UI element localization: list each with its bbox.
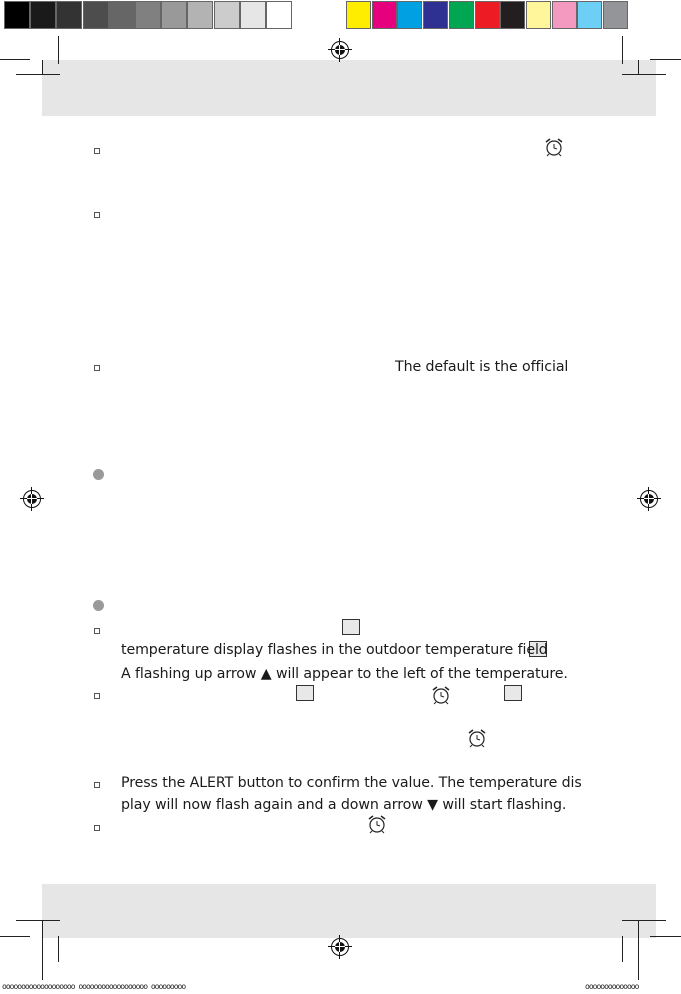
gray-swatch [187, 1, 213, 29]
bullet-marker [94, 782, 100, 788]
paragraph-text: temperature display flashes in the outdoor temperature field [121, 642, 548, 658]
crop-mark [638, 60, 639, 75]
alarm-clock-icon [543, 136, 565, 158]
gray-swatch [240, 1, 266, 29]
crop-mark [16, 920, 60, 921]
crop-mark [638, 920, 639, 980]
paragraph-text: play will now flash again and a down arrow ▼ will start flashing. [121, 797, 567, 813]
gray-swatch [135, 1, 161, 29]
crop-mark [42, 60, 43, 75]
display-field-icon [296, 685, 314, 701]
print-code-text: ooooooooooooooooooo oooooooooooooooooo ooooooooo [2, 982, 186, 991]
paragraph-text: A flashing up arrow ▲ will appear to the left of the temperature. [121, 666, 568, 682]
color-swatch [475, 1, 500, 29]
color-swatch [526, 1, 551, 29]
crop-mark [42, 920, 43, 980]
note-marker [93, 600, 104, 611]
color-swatch [577, 1, 602, 29]
alarm-clock-icon [366, 813, 388, 835]
bullet-marker [94, 365, 100, 371]
gray-swatch [266, 1, 292, 29]
crop-mark [650, 936, 681, 937]
registration-mark-icon [23, 490, 41, 508]
crop-mark [58, 36, 59, 64]
display-field-icon [342, 619, 360, 635]
bullet-marker [94, 212, 100, 218]
color-swatch [346, 1, 371, 29]
footer-band [42, 884, 656, 938]
gray-swatch [4, 1, 30, 29]
paragraph-text: Press the ALERT button to confirm the value. The temperature dis [121, 775, 582, 791]
header-band [42, 60, 656, 116]
color-swatch [397, 1, 422, 29]
color-swatch [449, 1, 474, 29]
registration-mark-icon [640, 490, 658, 508]
registration-mark-icon [331, 41, 349, 59]
bullet-marker [94, 628, 100, 634]
crop-mark [0, 59, 30, 60]
alarm-clock-icon [430, 684, 452, 706]
gray-swatch [56, 1, 82, 29]
crop-mark [622, 936, 623, 962]
crop-mark [0, 936, 30, 937]
bullet-marker [94, 148, 100, 154]
crop-mark [622, 74, 666, 75]
alarm-clock-icon [466, 727, 488, 749]
crop-mark [622, 920, 666, 921]
color-swatch [423, 1, 448, 29]
display-field-icon [504, 685, 522, 701]
color-swatch [500, 1, 525, 29]
gray-swatch [161, 1, 187, 29]
registration-mark-icon [331, 938, 349, 956]
gray-swatch [83, 1, 109, 29]
gray-swatch [109, 1, 135, 29]
print-code-text: oooooooooooooo [585, 982, 639, 991]
gray-swatch [30, 1, 56, 29]
bullet-marker [94, 825, 100, 831]
note-marker [93, 469, 104, 480]
crop-mark [16, 74, 60, 75]
crop-mark [650, 59, 681, 60]
bullet-marker [94, 693, 100, 699]
color-swatch [552, 1, 577, 29]
crop-mark [622, 36, 623, 64]
color-swatch [372, 1, 397, 29]
gray-swatch [214, 1, 240, 29]
crop-mark [58, 936, 59, 962]
color-swatch [603, 1, 628, 29]
paragraph-text: The default is the official [395, 359, 569, 375]
